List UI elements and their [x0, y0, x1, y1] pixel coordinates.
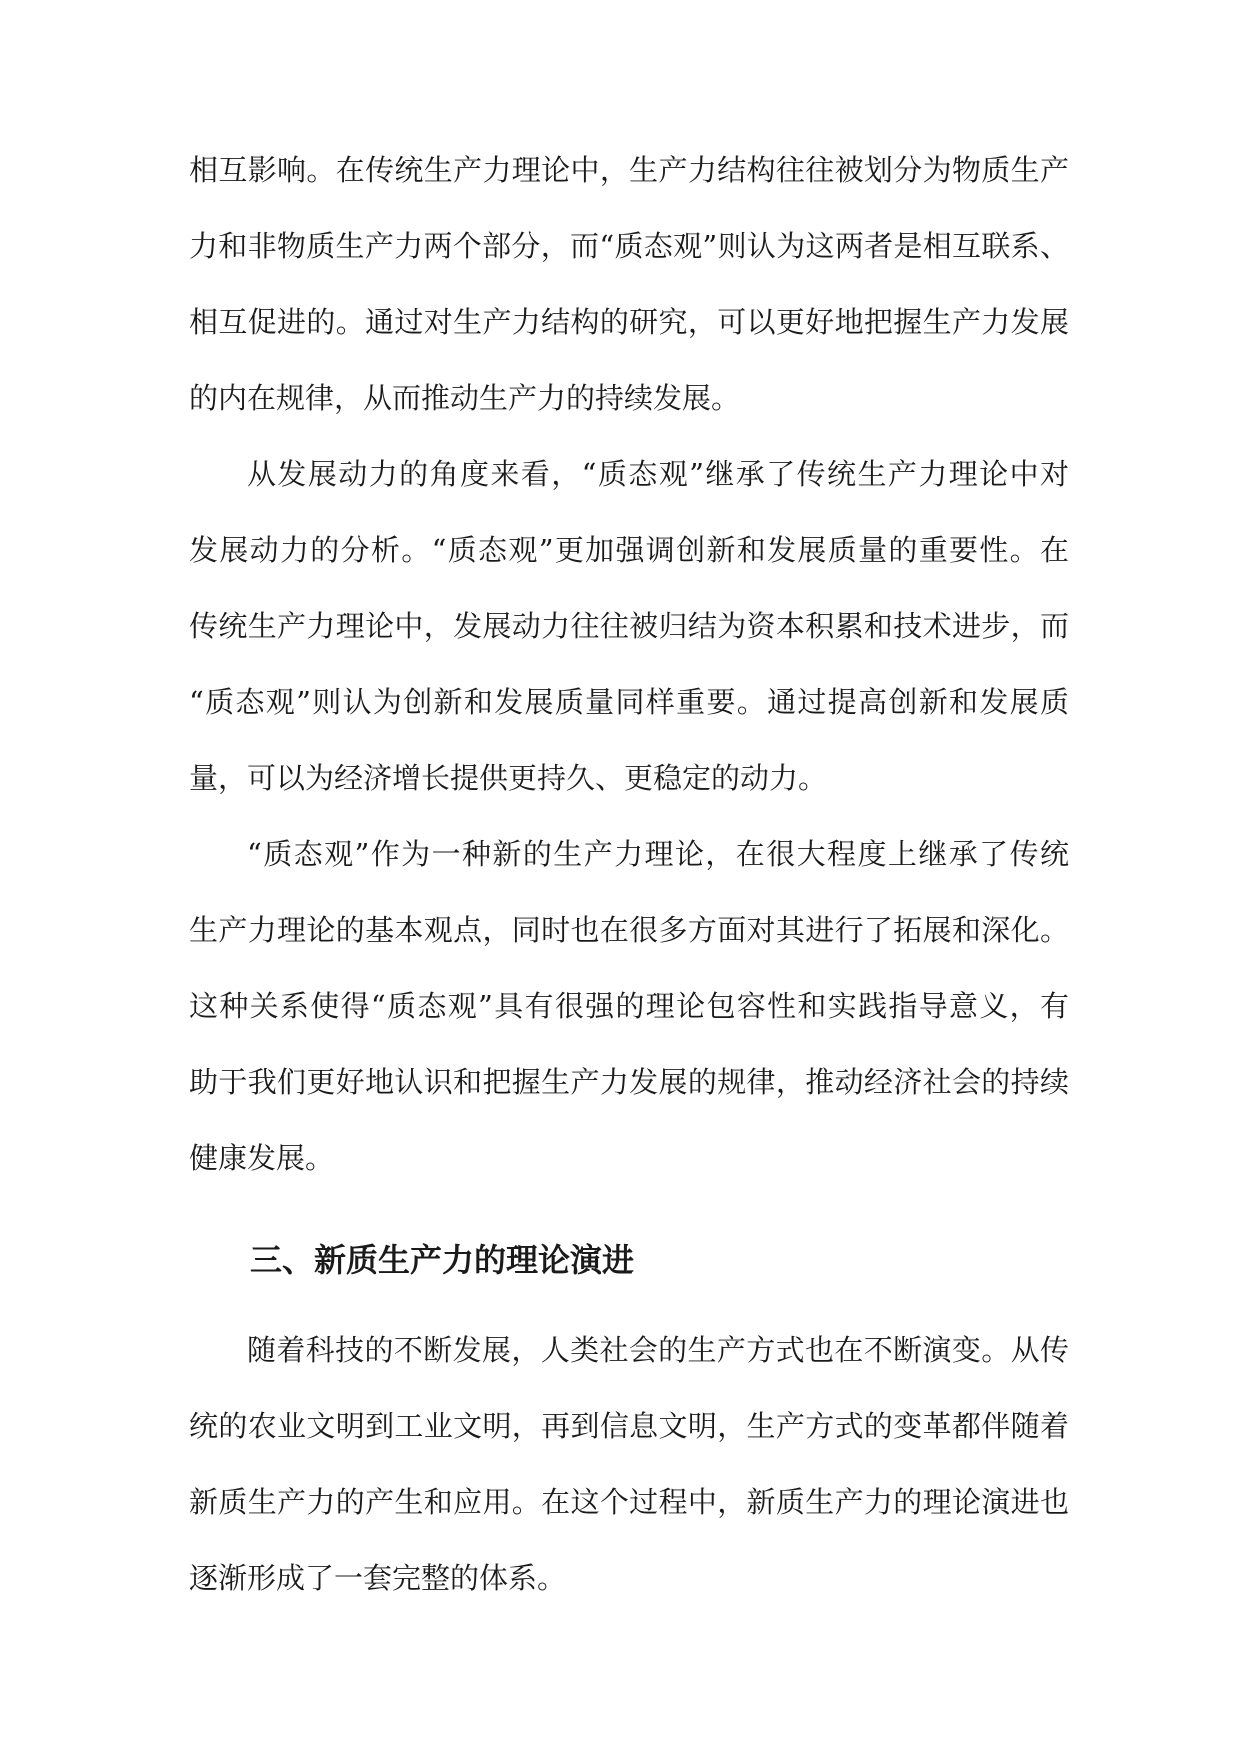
paragraph-3-line-2: 生产力理论的基本观点，同时也在很多方面对其进行了拓展和深化。 — [189, 913, 1069, 947]
paragraph-3-line-1: “质态观”作为一种新的生产力理论，在很大程度上继承了传统 — [247, 837, 1069, 871]
paragraph-3-line-3: 这种关系使得“质态观”具有很强的理论包容性和实践指导意义，有 — [189, 989, 1069, 1023]
paragraph-1-line-4: 的内在规律，从而推动生产力的持续发展。 — [189, 381, 741, 415]
paragraph-2-line-2: 发展动力的分析。“质态观”更加强调创新和发展质量的重要性。在 — [189, 533, 1069, 567]
paragraph-1-line-1: 相互影响。在传统生产力理论中，生产力结构往往被划分为物质生产 — [189, 153, 1069, 187]
paragraph-2-line-4: “质态观”则认为创新和发展质量同样重要。通过提高创新和发展质 — [189, 685, 1069, 719]
paragraph-2-line-1: 从发展动力的角度来看，“质态观”继承了传统生产力理论中对 — [247, 457, 1069, 491]
paragraph-3-line-5: 健康发展。 — [189, 1141, 335, 1175]
paragraph-1-line-2: 力和非物质生产力两个部分，而“质态观”则认为这两者是相互联系、 — [189, 229, 1069, 263]
paragraph-2-line-3: 传统生产力理论中，发展动力往往被归结为资本积累和技术进步，而 — [189, 609, 1069, 643]
section-heading: 三、新质生产力的理论演进 — [250, 1241, 635, 1279]
paragraph-3-line-4: 助于我们更好地认识和把握生产力发展的规律，推动经济社会的持续 — [189, 1065, 1069, 1099]
section-paragraph-line-4: 逐渐形成了一套完整的体系。 — [189, 1561, 567, 1595]
section-paragraph-line-3: 新质生产力的产生和应用。在这个过程中，新质生产力的理论演进也 — [189, 1485, 1069, 1519]
paragraph-2-line-5: 量，可以为经济增长提供更持久、更稳定的动力。 — [189, 761, 828, 795]
paragraph-1-line-3: 相互促进的。通过对生产力结构的研究，可以更好地把握生产力发展 — [189, 305, 1069, 339]
section-paragraph-line-2: 统的农业文明到工业文明，再到信息文明，生产方式的变革都伴随着 — [189, 1409, 1069, 1443]
section-paragraph-line-1: 随着科技的不断发展，人类社会的生产方式也在不断演变。从传 — [247, 1333, 1069, 1367]
